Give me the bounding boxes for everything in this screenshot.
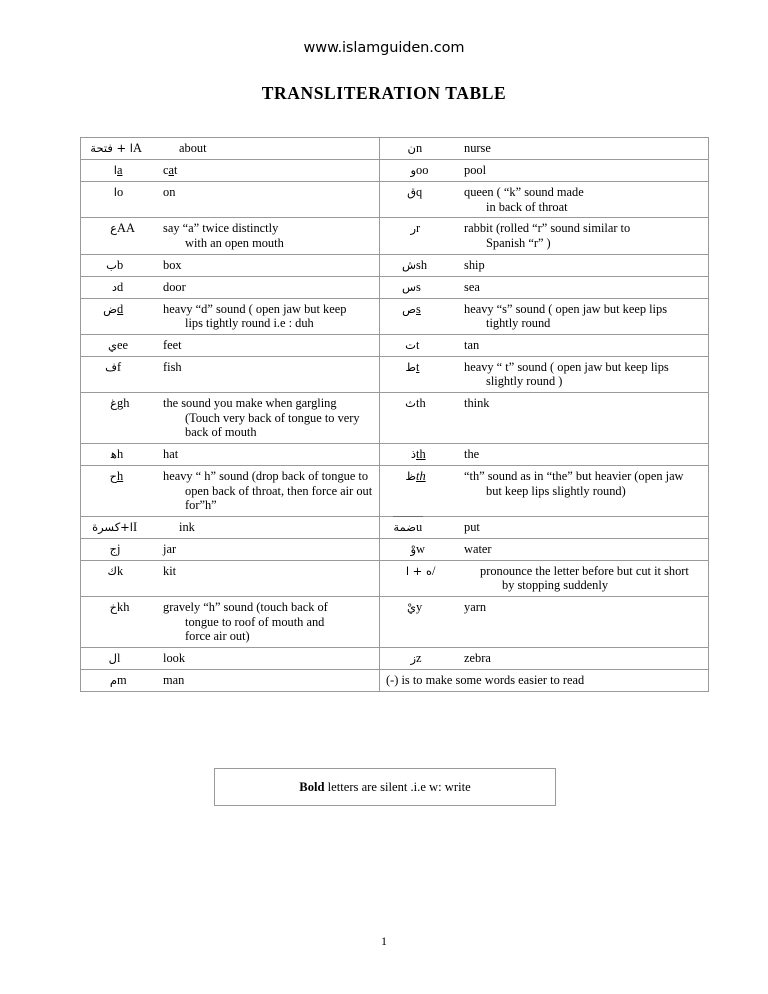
table-row — [81, 560, 709, 596]
arabic-letter: ث — [405, 396, 416, 410]
arabic-letter: م — [109, 672, 117, 687]
table-cell-left — [81, 218, 380, 254]
table-cell-right — [380, 298, 709, 334]
arabic-letter: ب — [106, 257, 117, 272]
table-cell-right — [380, 218, 709, 254]
table-body — [81, 138, 709, 692]
latin-transliteration: j — [117, 541, 121, 556]
latin-transliteration: sh — [416, 257, 428, 272]
latin-transliteration: b — [117, 257, 124, 272]
arabic-letter: ك — [107, 563, 117, 578]
example-description: heavy “s” sound ( open jaw but keep lips tightly round — [464, 301, 668, 331]
arabic-letter: ن — [407, 141, 416, 155]
table-row — [81, 443, 709, 465]
table-cell-right — [380, 276, 709, 298]
table-row — [81, 218, 709, 254]
latin-transliteration: I — [133, 519, 138, 534]
table-row — [81, 298, 709, 334]
latin-transliteration: s — [416, 279, 421, 294]
table-cell-right — [380, 597, 709, 648]
table-row — [81, 182, 709, 218]
table-row — [81, 138, 709, 160]
page-number: 1 — [381, 934, 387, 948]
table-cell-right — [380, 393, 709, 444]
arabic-letter: غ — [110, 396, 117, 410]
table-cell-left — [81, 182, 380, 218]
latin-transliteration: oo — [416, 163, 429, 177]
latin-transliteration: o — [117, 185, 124, 199]
arabic-letter: خ — [109, 600, 117, 614]
table-cell-right — [380, 254, 709, 276]
table-cell-left — [81, 647, 380, 669]
arabic-letter: س — [401, 279, 416, 294]
latin-transliteration: l — [117, 650, 121, 665]
example-description: rabbit (rolled “r” sound similar to Spanish “r” ) — [464, 221, 631, 250]
table-row — [81, 393, 709, 444]
arabic-letter: ر — [410, 221, 416, 236]
example-description: sea — [464, 279, 480, 294]
arabic-letter: ض — [103, 301, 117, 316]
arabic-letter: ا — [113, 163, 117, 177]
arabic-letter: ش — [401, 257, 416, 272]
example-description: door — [163, 279, 186, 294]
latin-transliteration: y — [416, 600, 423, 614]
table-cell-left — [81, 597, 380, 648]
latin-transliteration: n — [416, 141, 423, 155]
example-description: queen ( “k” sound made in back of throat — [464, 185, 584, 214]
table-cell-right — [380, 182, 709, 218]
table-cell-right — [380, 138, 709, 160]
table-cell-left — [81, 254, 380, 276]
example-description: water — [464, 541, 492, 556]
table-cell-left — [81, 298, 380, 334]
example-description: gravely “h” sound (touch back of tongue to roof of mouth and force air out) — [163, 600, 328, 644]
silent-letters-note — [214, 768, 556, 806]
latin-transliteration: gh — [117, 396, 130, 410]
example-description: man — [163, 672, 185, 687]
arabic-letter: و — [410, 163, 416, 177]
arabic-letter: ف — [105, 359, 117, 374]
table-cell-left — [81, 393, 380, 444]
table-cell-right — [380, 560, 709, 596]
table-row — [81, 334, 709, 356]
table-row — [81, 516, 709, 538]
example-description: think — [464, 396, 490, 410]
arabic-letter: ه + ا — [405, 563, 432, 578]
arabic-letter: ظ — [405, 468, 416, 483]
latin-transliteration: th — [416, 396, 426, 410]
page-title: TRANSLITERATION TABLE — [261, 83, 507, 103]
transliteration-table — [80, 137, 709, 692]
example-description: heavy “d” sound ( open jaw but keep lips tightly round i.e : duh — [163, 301, 347, 331]
arabic-letter: ل — [108, 650, 117, 665]
example-description: about — [179, 141, 207, 155]
example-description: zebra — [464, 650, 491, 665]
example-description: yarn — [464, 600, 487, 614]
arabic-letter: ح — [109, 468, 117, 483]
example-description: kit — [163, 563, 177, 578]
latin-transliteration: ee — [117, 337, 128, 352]
latin-transliteration: t — [416, 359, 420, 374]
table-cell-left — [81, 516, 380, 538]
table-row — [81, 647, 709, 669]
arabic-letter: ع — [110, 221, 117, 236]
table-cell-left — [81, 669, 380, 691]
table-row — [81, 597, 709, 648]
example-description: look — [163, 650, 186, 665]
table-cell-right — [380, 465, 709, 516]
arabic-letter: ا — [113, 185, 117, 199]
latin-transliteration: z — [416, 650, 422, 665]
latin-transliteration: th — [416, 468, 426, 483]
example-description: on — [163, 185, 176, 199]
table-cell-left — [81, 138, 380, 160]
arabic-letter: ز — [410, 650, 416, 665]
table-cell-left — [81, 334, 380, 356]
latin-transliteration: d — [117, 301, 124, 316]
arabic-letter: ق — [407, 185, 416, 199]
arabic-letter: ضمة — [393, 519, 416, 534]
arabic-letter: ط — [405, 359, 416, 374]
latin-transliteration: m — [117, 672, 127, 687]
example-description: heavy “ t” sound ( open jaw but keep lips slightly round ) — [464, 359, 669, 389]
latin-transliteration: h — [117, 468, 124, 483]
latin-transliteration: d — [117, 279, 124, 294]
table-cell-right — [380, 647, 709, 669]
arabic-letter: يْ — [406, 600, 416, 614]
table-cell-right — [380, 356, 709, 392]
table-cell-left — [81, 538, 380, 560]
note-rest-text: letters are silent .i.e w: write — [324, 779, 471, 794]
arabic-letter: ﻫ — [110, 446, 117, 461]
table-cell-right — [380, 334, 709, 356]
table-cell-right — [380, 443, 709, 465]
example-description: pronounce the letter before but cut it short by stopping suddenly — [480, 563, 689, 593]
table-cell-right — [380, 538, 709, 560]
table-row — [81, 356, 709, 392]
latin-transliteration: f — [117, 359, 122, 374]
latin-transliteration: kh — [117, 600, 130, 614]
example-description: pool — [464, 163, 487, 177]
note-text — [299, 780, 470, 795]
arabic-letter: د — [111, 279, 117, 294]
table-cell-right — [380, 516, 709, 538]
arabic-letter: وْ — [410, 541, 416, 556]
latin-transliteration: u — [416, 519, 423, 534]
latin-transliteration: AA — [117, 221, 135, 236]
arabic-letter: ا + فتحة — [90, 141, 133, 155]
arabic-letter: ذ — [410, 446, 416, 461]
example-description: the — [464, 446, 480, 461]
example-description: ink — [179, 519, 195, 534]
example-description: heavy “ h” sound (drop back of tongue to open back of throat, then force air out for”h” — [163, 468, 373, 513]
table-row — [81, 254, 709, 276]
table-cell-right — [380, 669, 709, 691]
table-row — [81, 669, 709, 691]
example-description: jar — [163, 541, 177, 556]
example-description: nurse — [464, 141, 491, 155]
example-description: feet — [163, 337, 182, 352]
table-cell-note: (-) is to make some words easier to read — [386, 672, 585, 687]
latin-transliteration: a — [117, 163, 123, 177]
table-cell-left — [81, 560, 380, 596]
latin-transliteration: s — [416, 301, 421, 316]
site-url: www.islamguiden.com — [303, 40, 465, 56]
table-cell-left — [81, 443, 380, 465]
example-description: ship — [464, 257, 485, 272]
latin-transliteration: A — [133, 141, 142, 155]
table-row — [81, 276, 709, 298]
example-description: cat — [163, 163, 178, 177]
example-description: tan — [464, 337, 480, 352]
table-cell-left — [81, 465, 380, 516]
table-row — [81, 160, 709, 182]
table-row — [81, 465, 709, 516]
table-cell-left — [81, 276, 380, 298]
latin-transliteration: / — [432, 563, 436, 578]
example-description: box — [163, 257, 182, 272]
arabic-letter: ج — [109, 541, 117, 556]
latin-transliteration: r — [416, 221, 421, 236]
latin-transliteration: q — [416, 185, 423, 199]
example-description: fish — [163, 359, 182, 374]
table-cell-right — [380, 160, 709, 182]
table-cell-left — [81, 356, 380, 392]
latin-transliteration: th — [416, 446, 426, 461]
latin-transliteration: t — [416, 337, 420, 352]
note-bold-word: Bold — [299, 779, 325, 794]
stray-rule-artifact — [393, 516, 423, 517]
latin-transliteration: w — [416, 541, 425, 556]
arabic-letter: ت — [405, 337, 416, 352]
example-description: the sound you make when gargling (Touch very back of tongue to very back of mouth — [163, 396, 360, 440]
arabic-letter: ا+كسرة — [92, 519, 133, 534]
example-description: “th” sound as in “the” but heavier (open jaw but keep lips slightly round) — [464, 468, 684, 498]
table-cell-left — [81, 160, 380, 182]
arabic-letter: ي — [107, 337, 117, 352]
latin-transliteration: k — [117, 563, 124, 578]
example-description: put — [464, 519, 480, 534]
table-row — [81, 538, 709, 560]
arabic-letter: ص — [402, 301, 416, 316]
example-description: say “a” twice distinctly with an open mouth — [163, 221, 284, 250]
example-description: hat — [163, 446, 179, 461]
latin-transliteration: h — [117, 446, 124, 461]
